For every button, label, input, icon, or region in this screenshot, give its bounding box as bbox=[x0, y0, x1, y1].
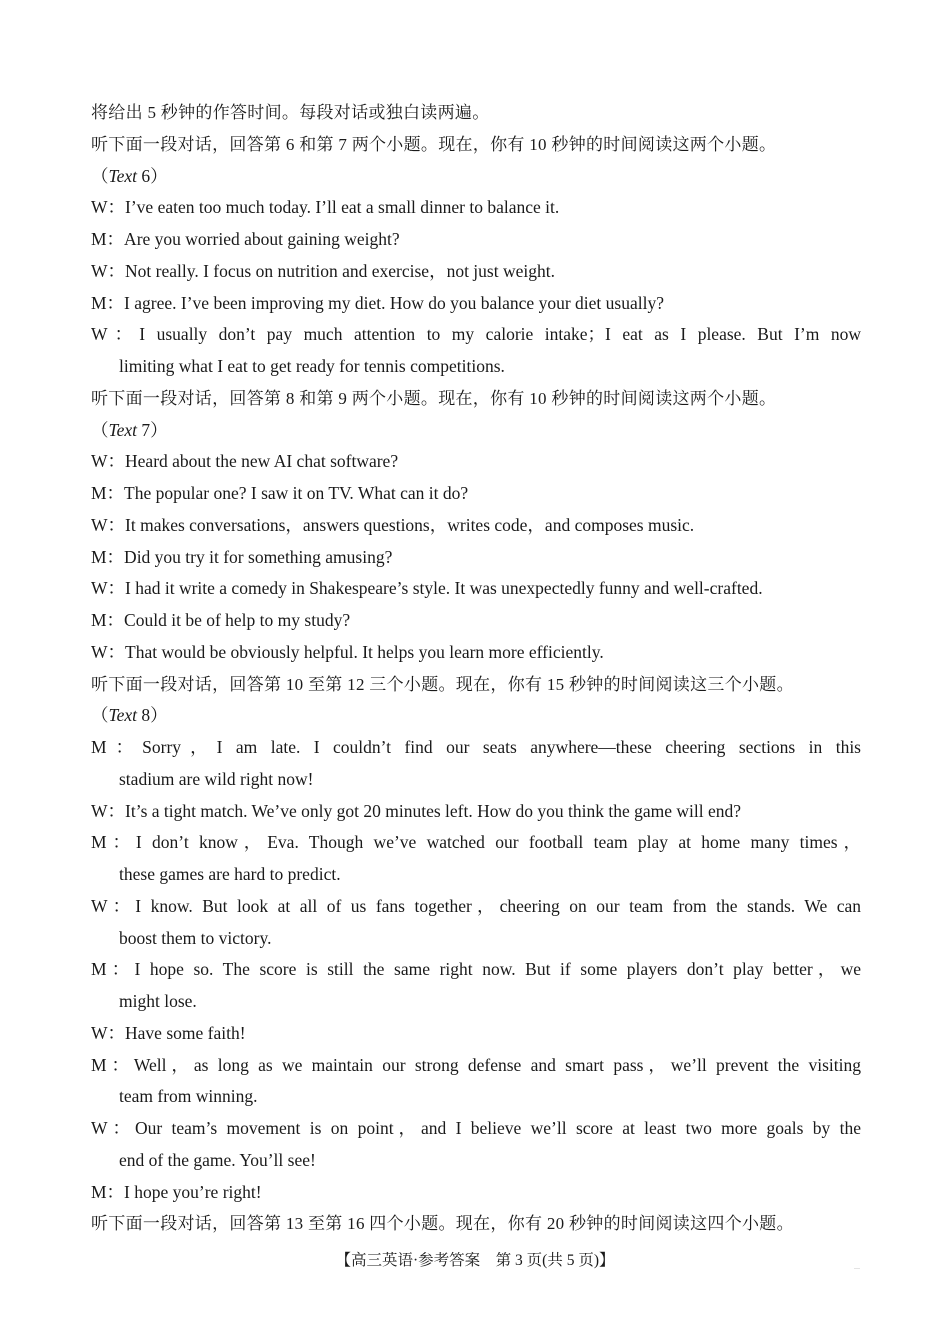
dialogue-continuation: boost them to victory. bbox=[119, 927, 272, 948]
dialogue-continuation: might lose. bbox=[119, 991, 197, 1011]
dialogue-line: W：Heard about the new AI chat software? bbox=[91, 451, 399, 472]
text-label bbox=[91, 161, 861, 193]
paren: （ bbox=[91, 419, 109, 440]
corner-mark: ... bbox=[854, 1262, 860, 1271]
dialogue-line: W：I know. But look at all of us fans together，cheering on our team from the stands. We can bbox=[91, 895, 861, 916]
dialogue-continuation: end of the game. You’ll see! bbox=[119, 1149, 316, 1170]
dialogue-line: M：The popular one? I saw it on TV. What can it do? bbox=[91, 483, 469, 503]
dialogue-line: W：It makes conversations，answers questions，writes code，and composes music. bbox=[91, 514, 695, 535]
dialogue-line: W：I usually don’t pay much attention to my calorie intake；I eat as I please. But I’m now bbox=[91, 324, 861, 345]
text-word: Text bbox=[108, 705, 138, 726]
dialogue-line: W：That would be obviously helpful. It helps you learn more efficiently. bbox=[91, 641, 604, 662]
dialogue-line: W：Our team’s movement is on point，and I believe we’ll score at least two more goals by the bbox=[91, 1118, 861, 1138]
page-footer: 【高三英语·参考答案 第 3 页(共 5 页)】 bbox=[335, 1252, 615, 1269]
dialogue-line: M：I agree. I’ve been improving my diet. How do you balance your diet usually? bbox=[91, 292, 664, 313]
instruction-line: 听下面一段对话，回答第 10 至第 12 三个小题。现在，你有 15 秒钟的时间阅读这三个小题。 bbox=[91, 674, 794, 694]
dialogue-line: M：Could it be of help to my study? bbox=[91, 610, 351, 630]
dialogue-line: M：I hope you’re right! bbox=[91, 1181, 262, 1202]
dialogue-line: M：Sorry，I am late. I couldn’t find our seats anywhere—these cheering sections in this bbox=[91, 737, 861, 757]
text-number: 8） bbox=[137, 705, 168, 726]
text-word: Text bbox=[108, 419, 138, 440]
dialogue-line: W：It’s a tight match. We’ve only got 20 minutes left. How do you think the game will end? bbox=[91, 800, 742, 821]
dialogue-line: M：Well，as long as we maintain our strong defense and smart pass，we’ll prevent the visiting bbox=[91, 1054, 861, 1075]
dialogue-line: W：I had it write a comedy in Shakespeare’s style. It was unexpectedly funny and well-crafted. bbox=[91, 578, 763, 599]
dialogue-continuation: team from winning. bbox=[119, 1086, 258, 1107]
dialogue-line: M：I hope so. The score is still the same right now. But if some players don’t play better，we bbox=[91, 959, 861, 980]
text-label bbox=[91, 700, 861, 732]
dialogue-line: W：Not really. I focus on nutrition and exercise，not just weight. bbox=[91, 260, 555, 281]
dialogue-line: M：Did you try it for something amusing? bbox=[91, 546, 393, 567]
dialogue-continuation: these games are hard to predict. bbox=[119, 864, 341, 884]
instruction-line: 将给出 5 秒钟的作答时间。每段对话或独白读两遍。 bbox=[91, 103, 490, 122]
paren: （ bbox=[91, 165, 109, 186]
text-number: 6） bbox=[137, 165, 168, 186]
text-word: Text bbox=[108, 165, 138, 186]
instruction-line: 听下面一段对话，回答第 13 至第 16 四个小题。现在，你有 20 秒钟的时间阅读这四个小题。 bbox=[91, 1214, 794, 1234]
dialogue-line: M：Are you worried about gaining weight? bbox=[91, 229, 400, 249]
dialogue-line: M：I don’t know，Eva. Though we’ve watched our football team play at home many times， bbox=[91, 832, 861, 853]
paren: （ bbox=[91, 705, 109, 726]
dialogue-continuation: limiting what I eat to get ready for tennis competitions. bbox=[119, 356, 505, 376]
dialogue-line: W：I’ve eaten too much today. I’ll eat a small dinner to balance it. bbox=[91, 197, 560, 218]
dialogue-continuation: stadium are wild right now! bbox=[119, 768, 314, 789]
text-number: 7） bbox=[137, 419, 168, 440]
instruction-line: 听下面一段对话，回答第 8 和第 9 两个小题。现在，你有 10 秒钟的时间阅读这两个小题。 bbox=[91, 388, 777, 408]
text-label bbox=[91, 415, 861, 447]
document-body bbox=[91, 97, 861, 1240]
dialogue-line: W：Have some faith! bbox=[91, 1022, 246, 1043]
instruction-line: 听下面一段对话，回答第 6 和第 7 两个小题。现在，你有 10 秒钟的时间阅读这两个小题。 bbox=[91, 134, 777, 154]
